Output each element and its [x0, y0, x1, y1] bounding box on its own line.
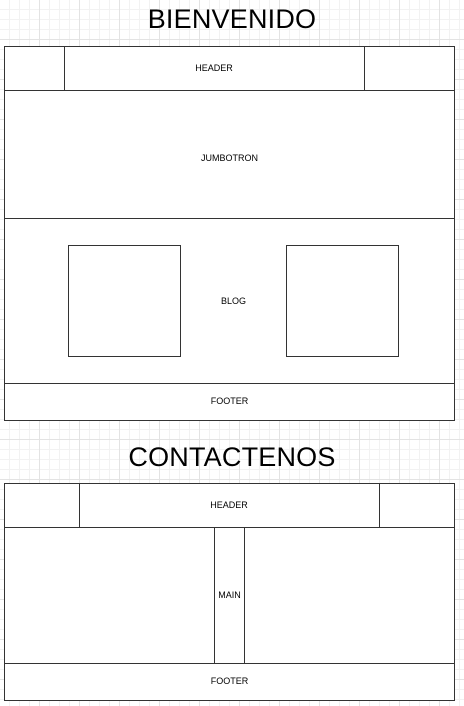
contactenos-title: CONTACTENOS	[128, 442, 336, 472]
header-right-divider	[379, 483, 380, 528]
footer-label: FOOTER	[210, 396, 249, 406]
jumbotron-section	[4, 91, 455, 219]
footer-label: FOOTER	[210, 676, 249, 686]
bienvenido-wireframe	[4, 46, 455, 421]
blog-card-left	[68, 245, 181, 357]
contactenos-wireframe	[4, 483, 455, 701]
main-section	[4, 528, 455, 664]
bienvenido-title: BIENVENIDO	[147, 4, 317, 34]
bienvenido-header-section	[4, 46, 455, 91]
blog-label: BLOG	[220, 296, 246, 306]
blog-section	[4, 219, 455, 384]
contactenos-header-section	[4, 483, 455, 528]
header-right-divider	[364, 46, 365, 91]
bienvenido-footer-section	[4, 384, 455, 421]
contactenos-footer-section	[4, 664, 455, 701]
main-label: MAIN	[218, 590, 241, 600]
header-label: HEADER	[195, 63, 233, 73]
header-label: HEADER	[210, 500, 248, 510]
blog-card-right	[286, 245, 399, 357]
jumbotron-label: JUMBOTRON	[201, 153, 258, 163]
